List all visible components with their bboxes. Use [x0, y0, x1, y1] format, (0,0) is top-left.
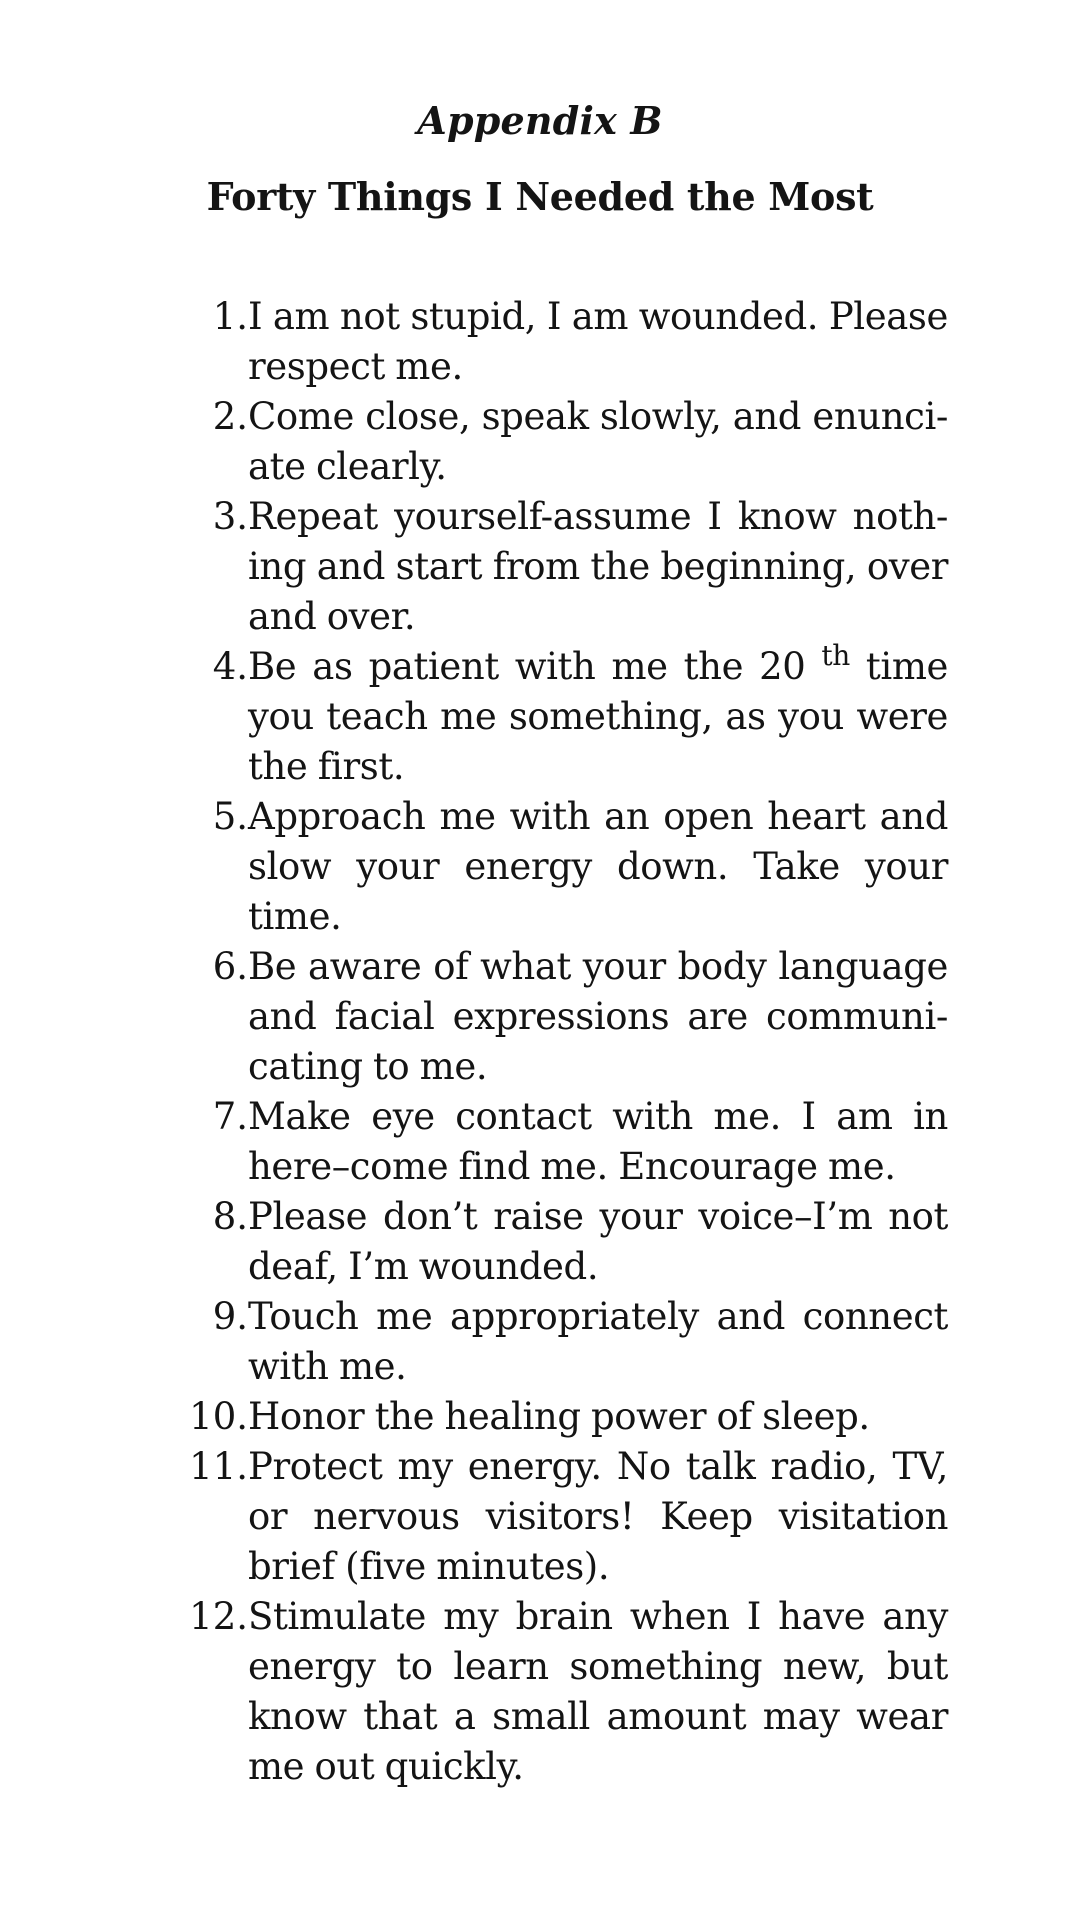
item-text: Honor the healing power of sleep.	[248, 1395, 870, 1438]
item-text-after: time you teach me something, as you were the first.	[248, 645, 948, 788]
item-number: 2.	[212, 395, 248, 438]
item-number: 7.	[212, 1095, 248, 1138]
item-number: 5.	[212, 795, 248, 838]
item-number: 8.	[212, 1195, 248, 1238]
item-number: 6.	[212, 945, 248, 988]
list-item-7	[178, 1092, 948, 1192]
list-item-3	[178, 492, 948, 642]
list-item-2	[178, 392, 948, 492]
list-item-10	[178, 1392, 948, 1442]
item-number: 9.	[212, 1295, 248, 1338]
item-text-before: Be as patient with me the 20	[248, 645, 822, 688]
list-item-11	[178, 1442, 948, 1592]
list-item-9	[178, 1292, 948, 1392]
ordinal-superscript: th	[821, 639, 850, 672]
item-number: 10.	[189, 1395, 248, 1438]
list-item-12	[178, 1592, 948, 1792]
item-text: Repeat yourself-assume I know noth-ing and start from the beginning, over and over.	[248, 495, 948, 638]
item-text: Please don’t raise your voice–I’m not deaf, I’m wounded.	[248, 1195, 948, 1288]
item-number: 12.	[189, 1595, 248, 1638]
item-text	[248, 639, 948, 792]
item-number: 1.	[212, 295, 248, 338]
item-number: 4.	[212, 645, 248, 688]
list-item-5	[178, 792, 948, 942]
list-item-1	[178, 292, 948, 392]
item-text: Protect my energy. No talk radio, TV, or nervous visitors! Keep visitation brief (five minutes).	[248, 1445, 948, 1588]
item-text: I am not stupid, I am wounded. Please respect me.	[248, 295, 948, 388]
item-text: Make eye contact with me. I am in here–come find me. Encourage me.	[248, 1095, 948, 1188]
item-number: 11.	[189, 1445, 248, 1488]
item-text: Stimulate my brain when I have any energy to learn something new, but know that a small amount may wear me out quickly.	[248, 1595, 948, 1788]
appendix-label: Appendix B	[417, 98, 663, 143]
page-title: Forty Things I Needed the Most	[206, 174, 874, 219]
item-text: Approach me with an open heart and slow your energy down. Take your time.	[248, 795, 948, 938]
numbered-list	[178, 292, 948, 1792]
item-number: 3.	[212, 495, 248, 538]
list-item-4	[178, 639, 948, 792]
list-item-8	[178, 1192, 948, 1292]
item-text: Be aware of what your body language and facial expressions are communi-cating to me.	[248, 945, 948, 1088]
list-item-6	[178, 942, 948, 1092]
item-text: Come close, speak slowly, and enunci-ate clearly.	[248, 395, 948, 488]
item-text: Touch me appropriately and connect with me.	[248, 1295, 948, 1388]
